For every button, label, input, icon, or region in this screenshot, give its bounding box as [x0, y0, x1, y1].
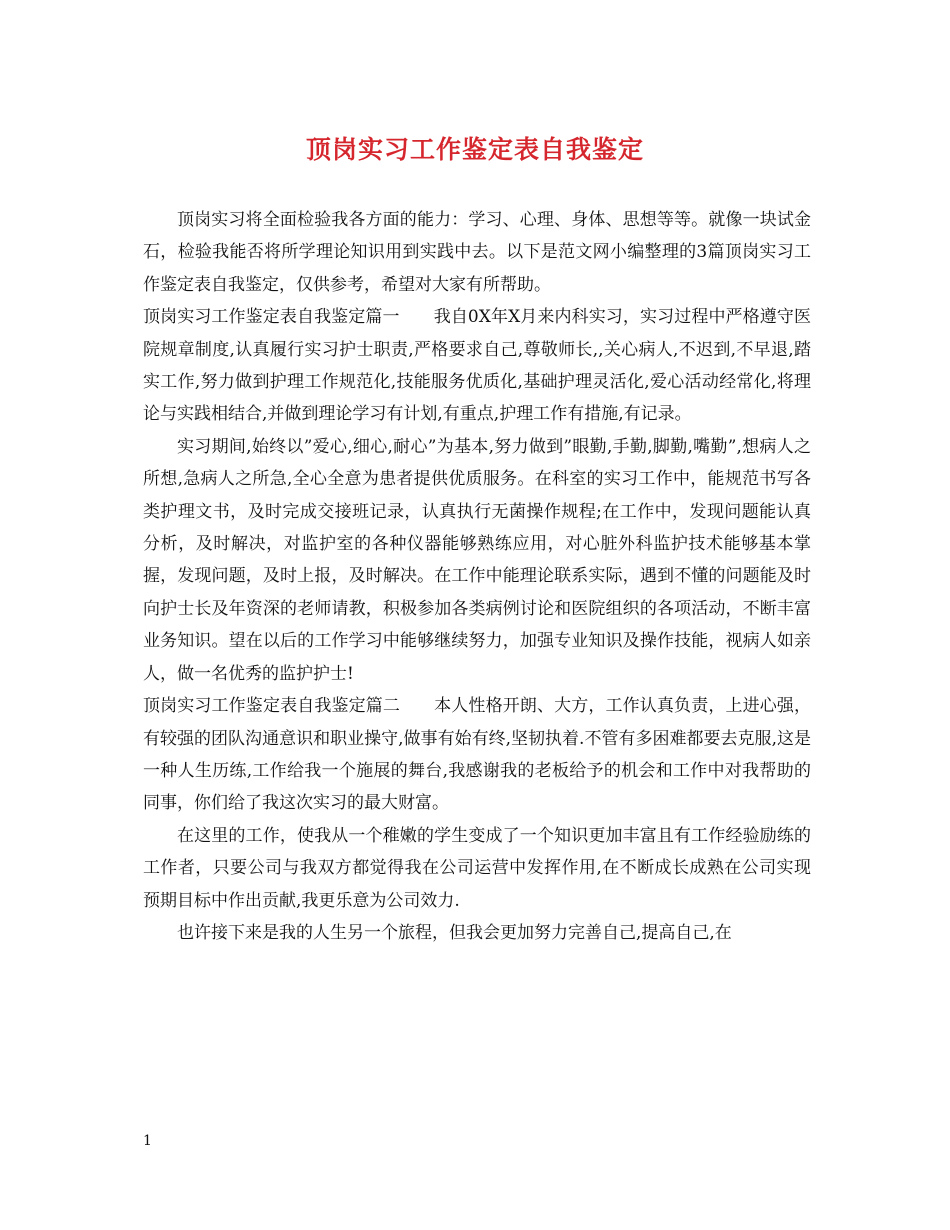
next-journey-paragraph: 也许接下来是我的人生另一个旅程，但我会更加努力完善自己,提高自己,在 [177, 922, 732, 943]
work-growth-paragraph: 在这里的工作，使我从一个稚嫩的学生变成了一个知识更加丰富且有工作经验励练的工作者，只要公司与我双方都觉得我在公司运营中发挥作用,在不断成长成熟在公司实现预期目标中作出贡献,我更乐意为公司效力. [143, 825, 811, 911]
section-two-heading: 顶岗实习工作鉴定表自我鉴定篇二 [143, 696, 401, 717]
intro-paragraph: 顶岗实习将全面检验我各方面的能力：学习、心理、身体、思想等等。就像一块试金石，检验我能否将所学理论知识用到实践中去。以下是范文网小编整理的3篇顶岗实习工作鉴定表自我鉴定，仅供参考，希望对大家有所帮助。 [143, 210, 811, 295]
section-one-text: 我自0X年X月来内科实习，实习过程中严格遵守医院规章制度,认真履行实习护士职责,严格要求自己,尊敬师长,,关心病人,不迟到,不早退,踏实工作,努力做到护理工作规范化,技能服务优质化,基础护理灵活化,爱心活动经常化,将理论与实践相结合,并做到理论学习有计划,有重点,护理工作有措施,有记录。 [143, 307, 811, 425]
page-number: 1 [143, 1133, 152, 1149]
section-two-text: 本人性格开朗、大方，工作认真负责，上进心强，有较强的团队沟通意识和职业操守,做事有始有终,坚韧执着.不管有多困难都要去克服,这是一种人生历练,工作给我一个施展的舞台,我感谢我的老板给予的机会和工作中对我帮助的同事，你们给了我这次实习的最大财富。 [143, 696, 812, 814]
internship-period-paragraph: 实习期间,始终以”爱心,细心,耐心”为基本,努力做到”眼勤,手勤,脚勤,嘴勤”,想病人之所想,急病人之所急,全心全意为患者提供优质服务。在科室的实习工作中，能规范书写各类护理文书，及时完成交接班记录，认真执行无菌操作规程;在工作中，发现问题能认真分析，及时解决，对监护室的各种仪器能够熟练应用，对心脏外科监护技术能够基本掌握，发现问题，及时上报，及时解决。在工作中能理论联系实际，遇到不懂的问题能及时向护士长及年资深的老师请教，积极参加各类病例讨论和医院组织的各项活动，不断丰富业务知识。望在以后的工作学习中能够继续努力，加强专业知识及操作技能，视病人如亲人，做一名优秀的监护护士! [143, 436, 811, 684]
document-title: 顶岗实习工作鉴定表自我鉴定 [305, 135, 644, 164]
section-one-heading: 顶岗实习工作鉴定表自我鉴定篇一 [143, 307, 400, 328]
section-one-paragraph [143, 301, 811, 431]
section-two-paragraph [143, 690, 811, 820]
document-body [143, 204, 811, 949]
